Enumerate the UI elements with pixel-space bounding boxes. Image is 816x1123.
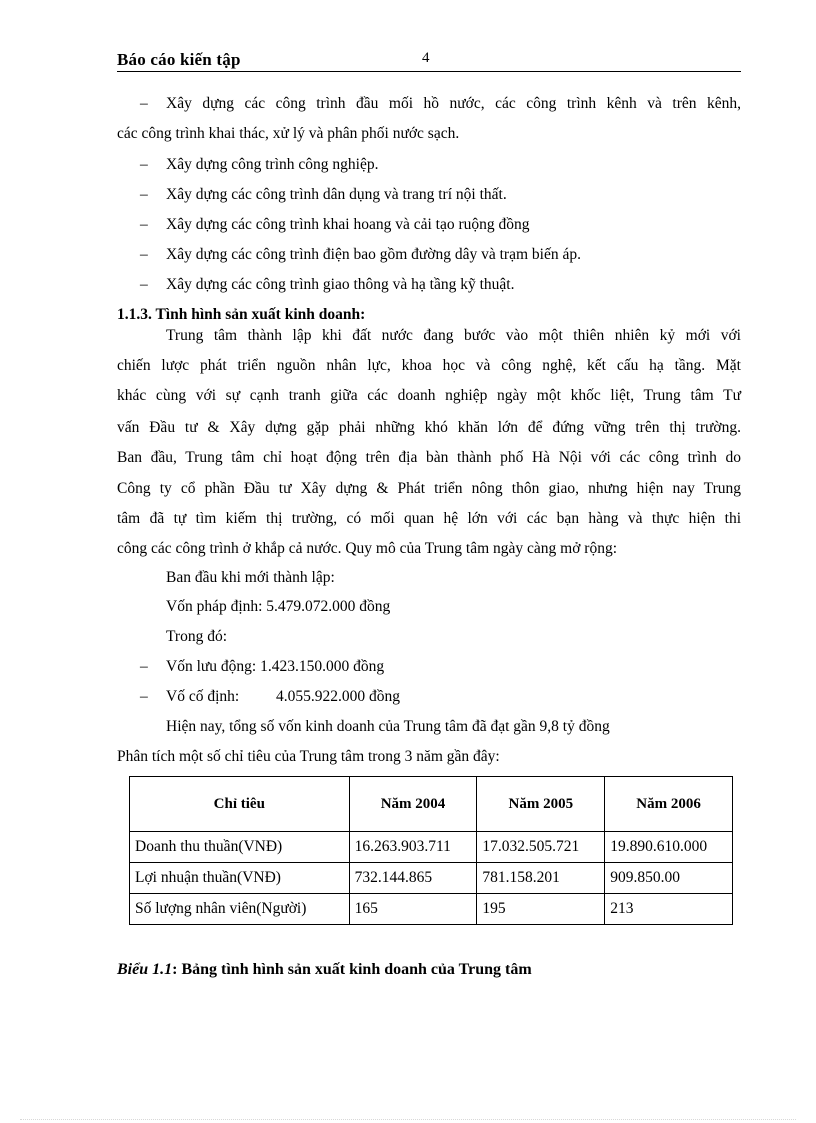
table-cell: 195 <box>477 894 605 925</box>
fixed-capital-label: Vố cố định: <box>166 688 240 705</box>
legal-capital: Vốn pháp định: 5.479.072.000 đồng <box>166 598 391 615</box>
bullet-dash: – <box>140 186 148 203</box>
paragraph-line: Ban đầu, Trung tâm chỉ hoạt động trên địa bàn thành phố Hà Nội với các công trình do <box>117 449 741 466</box>
table-cell: 16.263.903.711 <box>349 832 477 863</box>
table-header-cell: Năm 2005 <box>477 777 605 832</box>
table-row <box>130 894 733 925</box>
header-divider <box>117 71 741 72</box>
bullet-dash: – <box>140 216 148 233</box>
bullet-dash: – <box>140 156 148 173</box>
bullet-item-2: Xây dựng công trình công nghiệp. <box>166 156 379 173</box>
table-caption <box>117 961 532 979</box>
paragraph-line: vấn Đầu tư & Xây dựng gặp phải những khó khăn lớn để đứng vững trên thị trường. <box>117 419 741 436</box>
page-bottom-divider <box>20 1119 796 1120</box>
bullet-dash: – <box>140 95 148 112</box>
bullet-item-1-line-2: các công trình khai thác, xử lý và phân phối nước sạch. <box>117 125 460 142</box>
current-capital: Hiện nay, tổng số vốn kinh doanh của Trung tâm đã đạt gần 9,8 tỷ đồng <box>166 718 610 735</box>
table-cell: 732.144.865 <box>349 863 477 894</box>
paragraph-line: Trung tâm thành lập khi đất nước đang bước vào một thiên nhiên kỷ mới với <box>166 327 741 344</box>
bullet-item-5: Xây dựng các công trình điện bao gồm đường dây và trạm biến áp. <box>166 246 581 263</box>
working-capital: Vốn lưu động: 1.423.150.000 đồng <box>166 658 385 675</box>
bullet-item-3: Xây dựng các công trình dân dụng và trang trí nội thất. <box>166 186 507 203</box>
table-cell: Lợi nhuận thuần(VNĐ) <box>130 863 350 894</box>
paragraph-line: chiến lược phát triển nguồn nhân lực, khoa học và công nghệ, kết cấu hạ tầng. Mặt <box>117 357 741 374</box>
business-results-table <box>129 776 733 925</box>
bullet-item-1-line-1: Xây dựng các công trình đầu mối hồ nước, các công trình kênh và trên kênh, <box>166 95 741 112</box>
paragraph-line: công các công trình ở khắp cả nước. Quy mô của Trung tâm ngày càng mở rộng: <box>117 540 618 557</box>
section-heading: 1.1.3. Tình hình sản xuất kinh doanh: <box>117 306 366 323</box>
table-row <box>130 832 733 863</box>
bullet-dash: – <box>140 276 148 293</box>
capital-intro: Ban đầu khi mới thành lập: <box>166 569 335 586</box>
table-cell: Số lượng nhân viên(Người) <box>130 894 350 925</box>
caption-text: : Bảng tình hình sản xuất kinh doanh của Trung tâm <box>172 961 532 978</box>
table-header-cell: Năm 2004 <box>349 777 477 832</box>
table-header-row <box>130 777 733 832</box>
capital-of-which: Trong đó: <box>166 628 228 645</box>
paragraph-line: khác cùng với sự cạnh tranh giữa các doanh nghiệp ngày một khốc liệt, Trung tâm Tư <box>117 387 741 404</box>
table-cell: 165 <box>349 894 477 925</box>
paragraph-line: tâm đã tự tìm kiếm thị trường, có mối quan hệ lớn với các bạn hàng và thực hiện thi <box>117 510 741 527</box>
bullet-dash: – <box>140 658 148 675</box>
table-cell: 19.890.610.000 <box>605 832 733 863</box>
table-cell: 781.158.201 <box>477 863 605 894</box>
caption-label: Biểu 1.1 <box>117 961 173 978</box>
table-header-cell: Năm 2006 <box>605 777 733 832</box>
bullet-dash: – <box>140 246 148 263</box>
bullet-item-4: Xây dựng các công trình khai hoang và cải tạo ruộng đồng <box>166 216 530 233</box>
bullet-dash: – <box>140 688 148 705</box>
analysis-intro: Phân tích một số chỉ tiêu của Trung tâm trong 3 năm gần đây: <box>117 748 500 765</box>
bullet-item-6: Xây dựng các công trình giao thông và hạ tầng kỹ thuật. <box>166 276 515 293</box>
table-cell: 17.032.505.721 <box>477 832 605 863</box>
table-cell: 213 <box>605 894 733 925</box>
page-number: 4 <box>422 50 430 66</box>
table-cell: 909.850.00 <box>605 863 733 894</box>
table-cell: Doanh thu thuần(VNĐ) <box>130 832 350 863</box>
page-header-title: Báo cáo kiến tập <box>117 50 241 69</box>
paragraph-line: Công ty cổ phần Đầu tư Xây dựng & Phát triển nông thôn giao, nhưng hiện nay Trung <box>117 480 741 497</box>
table-header-cell: Chỉ tiêu <box>130 777 350 832</box>
fixed-capital-value: 4.055.922.000 đồng <box>276 688 400 705</box>
table-row <box>130 863 733 894</box>
